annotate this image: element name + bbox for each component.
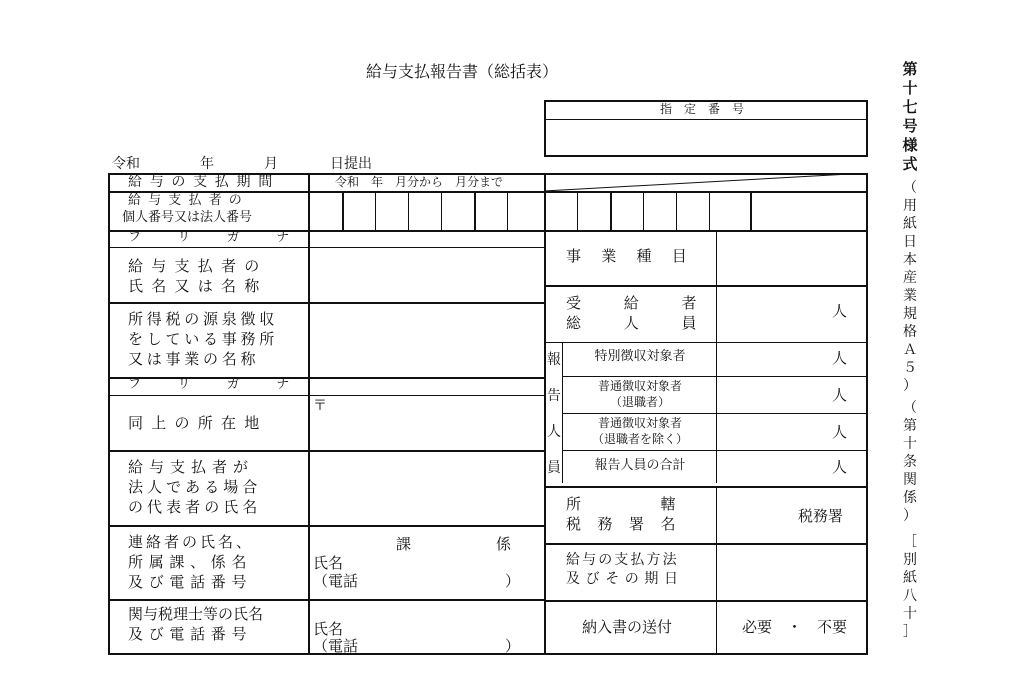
contact-label-3: 及び電話番号	[128, 573, 253, 591]
tax-slip-value[interactable]: 必要 ・ 不要	[742, 618, 848, 636]
contact-sub: 係	[496, 535, 512, 553]
tax-accountant-input[interactable]	[360, 604, 540, 652]
pay-period-label: 給与の支払期間	[128, 174, 280, 190]
normal-excluding-label-2: （退職者を除く）	[591, 432, 688, 446]
reported-total-label: 報告人員の合計	[594, 458, 686, 473]
payer-name-input[interactable]	[312, 250, 540, 300]
office-name-input[interactable]	[312, 305, 540, 375]
representative-input[interactable]	[312, 453, 540, 523]
payer-number-label-2: 個人番号又は法人番号	[122, 210, 253, 225]
payment-method-label-2: 及びその期日	[566, 571, 684, 587]
representative-label-2: 法人である場合	[128, 478, 262, 496]
tax-office-value: 税務署	[798, 507, 844, 525]
contact-name: 氏名	[313, 554, 344, 572]
reported-side-4: 員	[547, 460, 561, 476]
normal-excluding-unit: 人	[832, 423, 848, 441]
special-collection-unit: 人	[832, 349, 848, 367]
reported-side-1: 報	[547, 352, 561, 368]
contact-label-2: 所属課、係名	[128, 553, 253, 571]
normal-retired-label-1: 普通徴収対象者	[597, 379, 682, 393]
tax-accountant-label-2: 及び電話番号	[128, 625, 253, 643]
tax-accountant-phone: （電話	[313, 637, 359, 655]
tax-slip-label: 納入書の送付	[582, 618, 673, 636]
office-name-label-1: 所得税の源泉徴収	[128, 310, 279, 328]
reported-total-input[interactable]	[720, 453, 828, 481]
payment-method-input[interactable]	[720, 547, 864, 597]
tax-office-label-2: 税務署名	[566, 515, 693, 533]
payer-number-label-1: 給与支払者の	[128, 193, 249, 208]
payment-method-label-1: 給与の支払方法	[566, 552, 679, 568]
tax-office-input[interactable]	[720, 491, 796, 539]
payer-name-label-2: 氏名又は名称	[128, 277, 268, 295]
date-era: 令和	[112, 156, 140, 172]
contact-input[interactable]	[360, 553, 500, 593]
business-type-label: 事業種目	[566, 247, 708, 265]
normal-retired-unit: 人	[832, 386, 848, 404]
diagonal-line	[544, 173, 868, 191]
recipients-total-label-1: 受給者	[566, 294, 740, 312]
tax-accountant-label-1: 関与税理士等の氏名	[128, 605, 264, 623]
pay-period-value[interactable]: 令和 年 月分から 月分まで	[335, 175, 504, 189]
contact-section: 課	[396, 535, 412, 553]
normal-excluding-label-1: 普通徴収対象者	[597, 416, 682, 430]
contact-phone: （電話	[313, 572, 359, 590]
recipients-total-unit: 人	[832, 302, 848, 320]
normal-retired-input[interactable]	[720, 379, 828, 410]
furigana-label-2: フ リ ガ ナ	[128, 377, 301, 392]
reported-side-2: 告	[547, 388, 561, 404]
recipients-total-input[interactable]	[720, 290, 828, 338]
designated-number-field[interactable]	[548, 122, 864, 154]
reported-total-unit: 人	[832, 458, 848, 476]
date-day: 日提出	[330, 156, 372, 172]
contact-label-1: 連絡者の氏名、	[128, 533, 255, 551]
normal-retired-label-2: （退職者）	[609, 395, 670, 409]
furigana-input-1[interactable]	[312, 232, 540, 246]
date-month: 月	[264, 156, 278, 172]
furigana-input-2[interactable]	[312, 379, 540, 393]
tax-office-label-1: 所 轄	[566, 495, 693, 513]
recipients-total-label-2: 総人員	[566, 314, 740, 332]
representative-label-1: 給与支払者が	[128, 458, 255, 476]
furigana-label-1: フ リ ガ ナ	[128, 230, 301, 245]
postal-mark: 〒	[313, 398, 327, 414]
address-input[interactable]	[330, 398, 540, 448]
form-title: 給与支払報告書（総括表）	[366, 62, 559, 81]
address-label: 同上の所在地	[128, 414, 268, 432]
office-name-label-3: 又は事業の名称	[128, 350, 260, 368]
special-collection-input[interactable]	[720, 345, 828, 373]
contact-phone-close: ）	[505, 572, 521, 590]
payer-name-label-1: 給与支払者の	[128, 257, 268, 275]
office-name-label-2: をしている事務所	[128, 330, 279, 348]
date-year: 年	[200, 156, 214, 172]
reported-side-3: 人	[547, 424, 561, 440]
tax-accountant-name: 氏名	[313, 620, 344, 638]
designated-number-label: 指 定 番 号	[660, 102, 745, 116]
special-collection-label: 特別徴収対象者	[594, 349, 686, 364]
representative-label-3: の代表者の氏名	[128, 498, 262, 516]
tax-accountant-phone-close: ）	[505, 637, 521, 655]
normal-excluding-input[interactable]	[720, 416, 828, 447]
business-type-input[interactable]	[720, 234, 864, 282]
